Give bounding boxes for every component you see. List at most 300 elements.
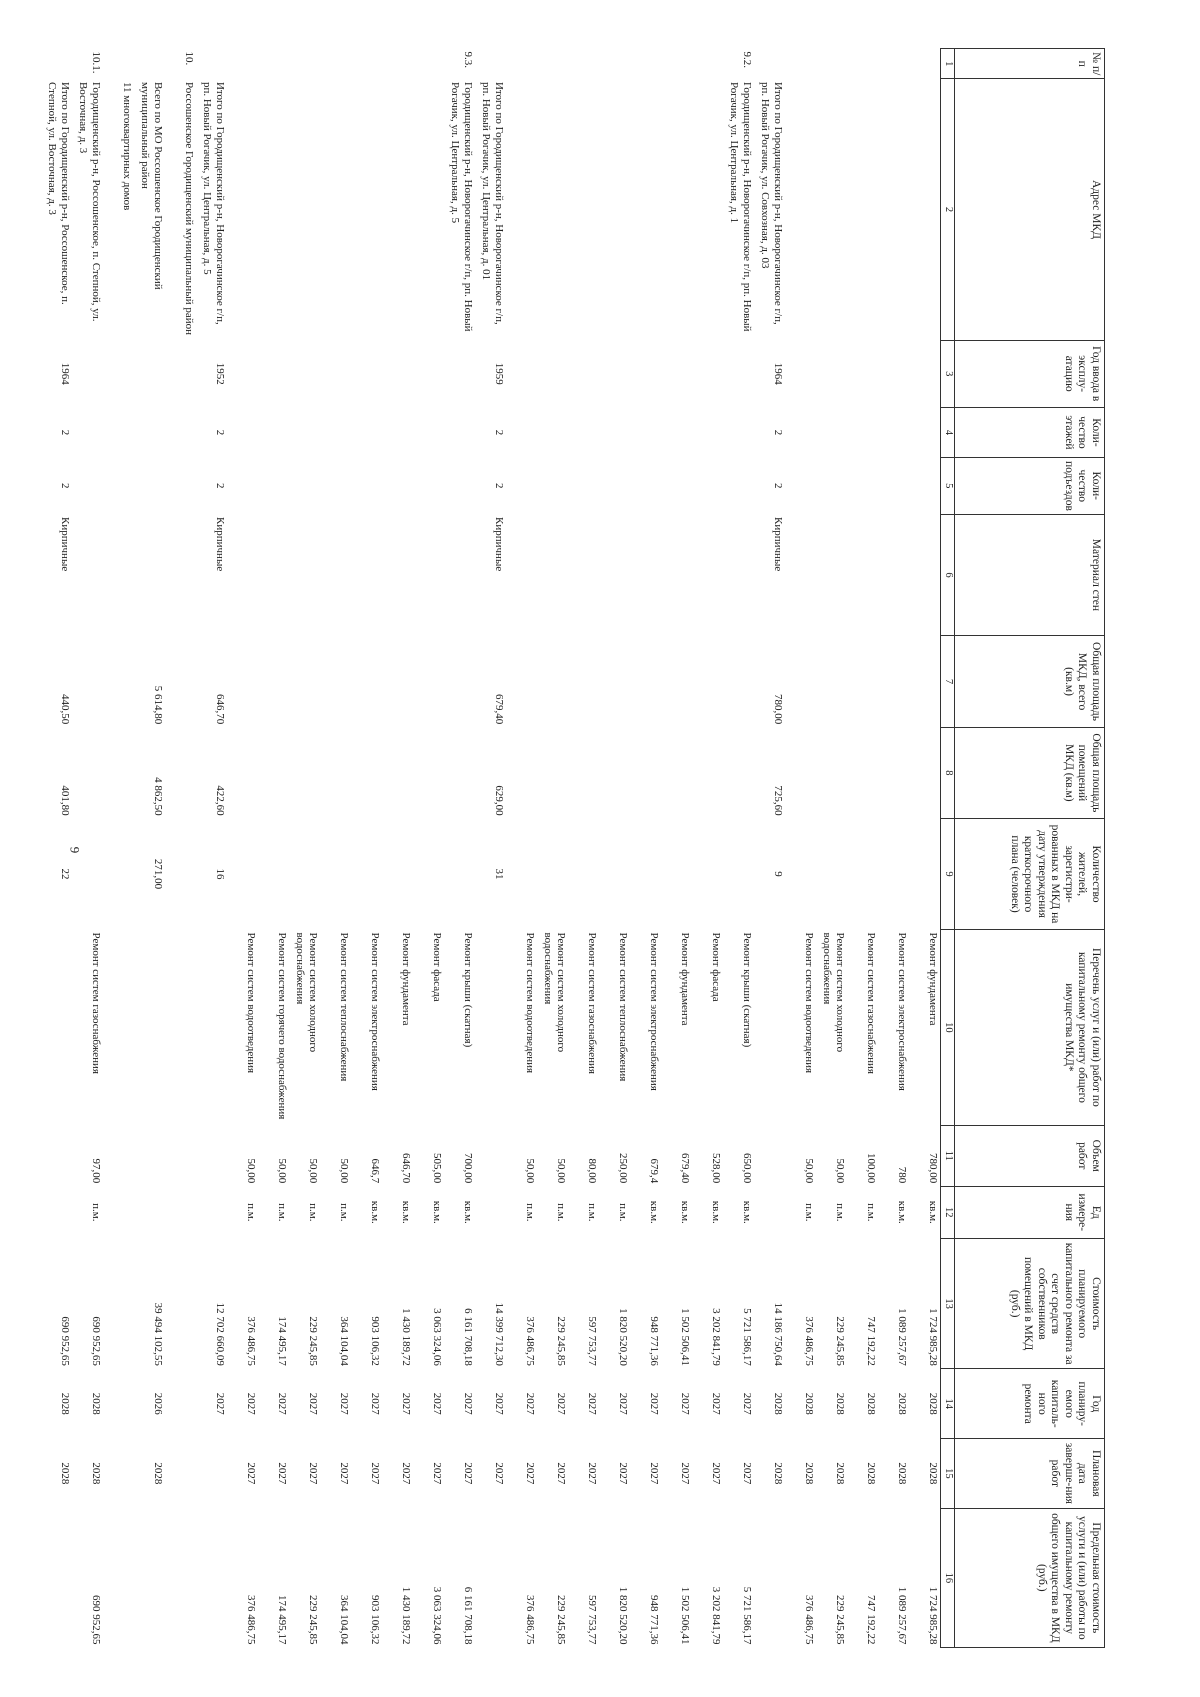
cell-repair-cost: 376 486,75 <box>524 1316 536 1366</box>
table-row <box>568 49 599 1648</box>
cell-unit: кв.м. <box>369 1200 381 1224</box>
cell-completion-date: 2027 <box>586 1462 598 1485</box>
cell-unit: кв.м. <box>648 1200 660 1224</box>
cell-residents <box>506 819 537 930</box>
cell-repair-cost: 690 952,65 <box>90 1316 102 1366</box>
cell-completion-date: 2027 <box>462 1462 474 1485</box>
cell-work-volume: 679,4 <box>648 1158 660 1184</box>
cell-work-type: Ремонт систем горячего водоснабжения <box>276 932 288 1120</box>
header-cell: Коли-чество подъездов <box>955 457 1105 514</box>
cell-year-built <box>630 340 661 407</box>
cell-year-built <box>103 340 134 407</box>
cell-completion-date: 2027 <box>400 1462 412 1485</box>
cell-floors <box>537 407 568 457</box>
cell-address <box>630 79 661 340</box>
cell-completion-date: 2028 <box>834 1462 846 1485</box>
cell-row-number <box>382 49 413 79</box>
cell-work-volume <box>165 1125 196 1186</box>
cell-total-area <box>444 636 475 727</box>
cell-address: Итого по Городищенский р-н, Новорогачинское г/п, рп. Новый Рогачик, ул. Центральная, д. 5 <box>201 81 226 325</box>
cell-work-type: Ремонт крыши (скатная) <box>741 932 753 1048</box>
table-row <box>878 49 909 1648</box>
cell-repair-year: 2028 <box>865 1392 877 1415</box>
cell-work-volume <box>475 1125 506 1186</box>
column-number: 1 <box>941 49 955 79</box>
cell-repair-cost: 3 202 841,79 <box>710 1308 722 1366</box>
cell-unit <box>165 1186 196 1238</box>
cell-repair-year: 2028 <box>803 1392 815 1415</box>
cell-max-cost <box>196 1508 227 1647</box>
cell-unit: п.м. <box>245 1203 257 1222</box>
cell-entrances: 2 <box>214 483 226 489</box>
cell-completion-date <box>103 1439 134 1509</box>
cell-max-cost <box>475 1508 506 1647</box>
cell-work-type: Ремонт систем газоснабжения <box>90 932 102 1074</box>
cell-premises-area <box>413 727 444 818</box>
cell-wall-material <box>320 514 351 636</box>
cell-unit: п.м. <box>90 1203 102 1222</box>
cell-wall-material: Кирпичные <box>493 517 505 572</box>
cell-premises-area <box>692 727 723 818</box>
cell-premises-area <box>599 727 630 818</box>
cell-row-number <box>413 49 444 79</box>
cell-row-number <box>134 49 165 79</box>
cell-repair-year: 2027 <box>276 1392 288 1415</box>
cell-floors <box>630 407 661 457</box>
cell-total-area <box>878 636 909 727</box>
cell-completion-date: 2027 <box>431 1462 443 1485</box>
cell-total-area <box>568 636 599 727</box>
cell-work-volume: 50,00 <box>555 1158 567 1184</box>
cell-row-number <box>847 49 878 79</box>
cell-wall-material <box>692 514 723 636</box>
cell-floors <box>847 407 878 457</box>
cell-work-type: Ремонт систем электроснабжения <box>896 932 908 1091</box>
cell-max-cost: 3 202 841,79 <box>710 1586 722 1645</box>
cell-total-area <box>72 636 103 727</box>
cell-repair-year: 2027 <box>586 1392 598 1415</box>
cell-max-cost: 1 820 520,20 <box>617 1586 629 1645</box>
cell-work-volume: 50,00 <box>803 1158 815 1184</box>
cell-row-number <box>320 49 351 79</box>
cell-total-area <box>816 636 847 727</box>
cell-work-volume: 780,00 <box>927 1152 939 1184</box>
column-number: 11 <box>941 1125 955 1186</box>
cell-unit: кв.м. <box>431 1200 443 1224</box>
cell-premises-area <box>289 727 320 818</box>
cell-wall-material <box>661 514 692 636</box>
cell-address <box>816 79 847 340</box>
cell-residents <box>103 819 134 930</box>
cell-completion-date: 2028 <box>896 1462 908 1485</box>
cell-completion-date: 2028 <box>90 1462 102 1485</box>
cell-year-built <box>413 340 444 407</box>
cell-repair-year: 2027 <box>524 1392 536 1415</box>
cell-year-built <box>661 340 692 407</box>
cell-total-area <box>382 636 413 727</box>
cell-completion-date: 2027 <box>648 1462 660 1485</box>
table-row <box>258 49 289 1648</box>
cell-residents <box>909 819 941 930</box>
cell-repair-cost: 229 245,85 <box>555 1316 567 1366</box>
cell-row-number <box>506 49 537 79</box>
cell-completion-date: 2027 <box>524 1462 536 1485</box>
cell-row-number <box>537 49 568 79</box>
cell-residents <box>785 819 816 930</box>
cell-entrances <box>878 457 909 514</box>
cell-address <box>506 79 537 340</box>
cell-residents <box>537 819 568 930</box>
cell-premises-area <box>661 727 692 818</box>
cell-work-type: Ремонт фасада <box>710 932 722 1002</box>
cell-residents <box>227 819 258 930</box>
cell-floors <box>568 407 599 457</box>
cell-unit: п.м. <box>338 1203 350 1222</box>
cell-wall-material <box>351 514 382 636</box>
cell-row-number <box>196 49 227 79</box>
header-cell: Коли-чество этажей <box>955 407 1105 457</box>
cell-completion-date: 2027 <box>276 1462 288 1485</box>
column-number: 12 <box>941 1186 955 1238</box>
cell-max-cost: 174 495,17 <box>276 1595 288 1645</box>
cell-work-type <box>134 930 165 1126</box>
cell-row-number <box>661 49 692 79</box>
cell-premises-area <box>258 727 289 818</box>
cell-wall-material <box>444 514 475 636</box>
cell-year-built <box>165 340 196 407</box>
cell-repair-year: 2027 <box>679 1392 691 1415</box>
cell-unit: кв.м. <box>679 1200 691 1224</box>
cell-row-number <box>785 49 816 79</box>
cell-total-area <box>289 636 320 727</box>
cell-max-cost: 5 721 586,17 <box>741 1586 753 1645</box>
cell-year-built <box>320 340 351 407</box>
cell-repair-cost: 174 495,17 <box>276 1316 288 1366</box>
cell-unit: кв.м. <box>896 1200 908 1224</box>
cell-total-area <box>661 636 692 727</box>
cell-premises-area <box>909 727 941 818</box>
cell-floors <box>413 407 444 457</box>
cell-entrances <box>568 457 599 514</box>
cell-year-built <box>351 340 382 407</box>
cell-total-area <box>630 636 661 727</box>
cell-work-type: Ремонт крыши (скатная) <box>462 932 474 1048</box>
cell-total-area <box>227 636 258 727</box>
cell-repair-cost: 1 724 985,28 <box>927 1308 939 1366</box>
cell-floors <box>909 407 941 457</box>
cell-entrances <box>351 457 382 514</box>
cell-max-cost: 364 104,04 <box>338 1595 350 1645</box>
cell-total-area <box>103 636 134 727</box>
cell-address <box>785 79 816 340</box>
table-row <box>72 49 103 1648</box>
cell-row-number: 10. <box>183 51 195 66</box>
header-cell: Год планиру-емого капиталь-ного ремонта <box>955 1369 1105 1439</box>
cell-wall-material <box>816 514 847 636</box>
cell-address: 11 многоквартирных домов <box>121 81 133 211</box>
cell-row-number <box>227 49 258 79</box>
cell-premises-area <box>351 727 382 818</box>
cell-max-cost <box>754 1508 785 1647</box>
cell-entrances <box>723 457 754 514</box>
cell-row-number <box>599 49 630 79</box>
cell-address: Городищенский р-н, Россошенское, п. Степной, ул. Восточная, д. 3 <box>77 81 102 322</box>
cell-row-number <box>351 49 382 79</box>
cell-repair-cost: 12 702 660,09 <box>214 1302 226 1366</box>
cell-wall-material <box>630 514 661 636</box>
cell-floors: 2 <box>772 429 784 436</box>
cell-wall-material <box>413 514 444 636</box>
cell-residents <box>816 819 847 930</box>
cell-entrances <box>413 457 444 514</box>
cell-premises-area <box>382 727 413 818</box>
header-cell: Предельная стоимость услуги и (или) работы по капитальному ремонту общего имущества в МКД (руб.) <box>955 1508 1105 1647</box>
table-row <box>196 49 227 1648</box>
cell-premises-area: 629,00 <box>493 785 505 816</box>
cell-wall-material <box>72 514 103 636</box>
cell-max-cost <box>134 1508 165 1647</box>
cell-work-type: Ремонт систем холодного водоснабжения <box>821 932 846 1053</box>
cell-unit <box>103 1186 134 1238</box>
cell-wall-material <box>599 514 630 636</box>
cell-total-area: 780,00 <box>772 693 784 725</box>
cell-repair-year: 2027 <box>400 1392 412 1415</box>
table-row <box>661 49 692 1648</box>
cell-floors <box>816 407 847 457</box>
cell-total-area: 679,40 <box>493 693 505 725</box>
cell-residents <box>165 819 196 930</box>
cell-residents <box>661 819 692 930</box>
cell-premises-area <box>878 727 909 818</box>
cell-floors <box>661 407 692 457</box>
cell-year-built <box>816 340 847 407</box>
cell-max-cost: 3 063 324,06 <box>431 1586 443 1645</box>
cell-floors: 2 <box>59 429 71 436</box>
cell-residents <box>72 819 103 930</box>
cell-work-volume <box>754 1125 785 1186</box>
cell-max-cost: 1 724 985,28 <box>927 1586 939 1645</box>
cell-unit: п.м. <box>865 1203 877 1222</box>
cell-wall-material <box>227 514 258 636</box>
cell-repair-year: 2028 <box>896 1392 908 1415</box>
cell-repair-cost: 5 721 586,17 <box>741 1308 753 1366</box>
cell-unit: п.м. <box>524 1203 536 1222</box>
cell-total-area <box>599 636 630 727</box>
cell-entrances <box>134 457 165 514</box>
cell-address: Итого по Городищенский р-н, Новорогачинское г/п, рп. Новый Рогачик, ул. Совхозная, д. 03 <box>759 81 784 325</box>
cell-completion-date: 2027 <box>555 1462 567 1485</box>
cell-year-built <box>692 340 723 407</box>
cell-work-volume: 679,40 <box>679 1152 691 1184</box>
cell-address: Итого по Городищенский р-н, Новорогачинское г/п, рп. Новый Рогачик, ул. Центральная, д. 01 <box>480 81 505 325</box>
cell-total-area <box>785 636 816 727</box>
cell-work-type: Ремонт систем газоснабжения <box>586 932 598 1074</box>
header-cell: Материал стен <box>955 514 1105 636</box>
cell-address <box>258 79 289 340</box>
cell-work-type: Ремонт систем электроснабжения <box>369 932 381 1091</box>
cell-year-built <box>568 340 599 407</box>
cell-total-area <box>692 636 723 727</box>
cell-repair-cost: 14 186 750,64 <box>772 1302 784 1366</box>
cell-work-type: Ремонт систем холодного водоснабжения <box>542 932 567 1053</box>
cell-premises-area: 401,80 <box>59 785 71 816</box>
cell-floors <box>692 407 723 457</box>
cell-repair-year <box>103 1369 134 1439</box>
cell-total-area <box>351 636 382 727</box>
cell-premises-area <box>72 727 103 818</box>
cell-entrances <box>816 457 847 514</box>
cell-premises-area <box>537 727 568 818</box>
column-number: 9 <box>941 819 955 930</box>
cell-max-cost: 1 089 257,67 <box>896 1586 908 1645</box>
cell-row-number <box>103 49 134 79</box>
cell-work-type <box>41 930 72 1126</box>
cell-address <box>320 79 351 340</box>
cell-address <box>909 79 941 340</box>
cell-unit: п.м. <box>276 1203 288 1222</box>
cell-repair-cost: 1 820 520,20 <box>617 1308 629 1366</box>
cell-work-type: Ремонт систем электроснабжения <box>648 932 660 1091</box>
cell-work-volume: 528,00 <box>710 1152 722 1184</box>
table-row <box>630 49 661 1648</box>
cell-total-area <box>413 636 444 727</box>
header-cell: № п/п <box>955 49 1105 79</box>
cell-work-type: Ремонт систем газоснабжения <box>865 932 877 1074</box>
cell-unit <box>196 1186 227 1238</box>
cell-work-type: Ремонт фасада <box>431 932 443 1002</box>
cell-year-built <box>134 340 165 407</box>
cell-completion-date: 2027 <box>617 1462 629 1485</box>
cell-entrances <box>785 457 816 514</box>
cell-address <box>413 79 444 340</box>
cell-address <box>661 79 692 340</box>
cell-residents <box>289 819 320 930</box>
cell-repair-cost: 903 106,32 <box>369 1316 381 1366</box>
cell-repair-cost: 6 161 708,18 <box>462 1308 474 1366</box>
cell-work-volume: 50,00 <box>245 1158 257 1184</box>
cell-repair-year: 2028 <box>59 1392 71 1415</box>
table-row <box>351 49 382 1648</box>
cell-total-area <box>165 636 196 727</box>
column-number: 7 <box>941 636 955 727</box>
cell-completion-date: 2027 <box>493 1462 505 1485</box>
cell-address: Всего по МО Россошенское Городищенский муниципальный район <box>139 81 164 290</box>
table-row <box>692 49 723 1648</box>
cell-max-cost <box>41 1508 72 1647</box>
cell-residents: 271,00 <box>152 858 164 890</box>
table-row <box>754 49 785 1648</box>
cell-unit: кв.м. <box>710 1200 722 1224</box>
cell-repair-year: 2028 <box>90 1392 102 1415</box>
cell-floors <box>289 407 320 457</box>
cell-year-built: 1959 <box>493 362 505 385</box>
cell-residents: 9 <box>772 871 784 877</box>
cell-total-area <box>320 636 351 727</box>
cell-unit: п.м. <box>617 1203 629 1222</box>
cell-wall-material <box>103 514 134 636</box>
cell-premises-area <box>847 727 878 818</box>
cell-row-number <box>909 49 941 79</box>
table-row <box>382 49 413 1648</box>
cell-floors: 2 <box>214 429 226 436</box>
table-row <box>816 49 847 1648</box>
cell-residents <box>630 819 661 930</box>
cell-repair-cost: 376 486,75 <box>803 1316 815 1366</box>
cell-year-built <box>909 340 941 407</box>
cell-work-type: Ремонт систем холодного водоснабжения <box>294 932 319 1053</box>
table-row <box>723 49 754 1648</box>
cell-max-cost: 1 430 189,72 <box>400 1586 412 1645</box>
cell-wall-material <box>909 514 941 636</box>
header-cell: Ед измере-ния <box>955 1186 1105 1238</box>
cell-wall-material <box>258 514 289 636</box>
table-header <box>955 49 1105 1648</box>
table-row <box>134 49 165 1648</box>
cell-work-type: Ремонт фундамента <box>927 932 939 1026</box>
column-number: 16 <box>941 1508 955 1647</box>
header-cell: Общая площадь помещений МКД (кв.м) <box>955 727 1105 818</box>
cell-residents <box>258 819 289 930</box>
cell-repair-year: 2027 <box>462 1392 474 1415</box>
cell-total-area <box>847 636 878 727</box>
cell-floors <box>506 407 537 457</box>
cell-wall-material: Кирпичные <box>772 517 784 572</box>
table-row <box>785 49 816 1648</box>
header-cell: Перечень услуг и (или) работ по капитальному ремонту общего имущества МКД* <box>955 930 1105 1126</box>
cell-work-type: Ремонт фундамента <box>400 932 412 1026</box>
cell-work-volume: 50,00 <box>524 1158 536 1184</box>
cell-premises-area <box>103 727 134 818</box>
cell-wall-material <box>847 514 878 636</box>
column-number-row <box>941 49 955 1648</box>
cell-total-area <box>537 636 568 727</box>
capital-repair-table <box>41 48 1105 1648</box>
cell-repair-year: 2026 <box>152 1392 164 1415</box>
cell-residents <box>568 819 599 930</box>
cell-total-area <box>909 636 941 727</box>
cell-completion-date <box>196 1439 227 1509</box>
cell-entrances <box>227 457 258 514</box>
cell-completion-date: 2027 <box>369 1462 381 1485</box>
cell-completion-date: 2027 <box>679 1462 691 1485</box>
cell-wall-material <box>723 514 754 636</box>
cell-year-built <box>289 340 320 407</box>
cell-row-number <box>878 49 909 79</box>
cell-work-type: Ремонт систем теплоснабжения <box>617 932 629 1082</box>
cell-repair-year: 2027 <box>648 1392 660 1415</box>
cell-repair-cost: 3 063 324,06 <box>431 1308 443 1366</box>
cell-repair-cost: 690 952,65 <box>59 1316 71 1366</box>
cell-row-number <box>630 49 661 79</box>
cell-wall-material <box>165 514 196 636</box>
cell-row-number: 9.3. <box>462 51 474 68</box>
cell-repair-cost: 948 771,36 <box>648 1316 660 1366</box>
cell-residents <box>723 819 754 930</box>
cell-premises-area: 4 862,50 <box>152 777 164 816</box>
cell-address <box>289 79 320 340</box>
cell-residents <box>413 819 444 930</box>
cell-work-type: Ремонт фундамента <box>679 932 691 1026</box>
cell-repair-year: 2027 <box>431 1392 443 1415</box>
column-number: 14 <box>941 1369 955 1439</box>
cell-work-type <box>103 930 134 1126</box>
cell-total-area: 646,70 <box>214 693 226 725</box>
cell-row-number <box>475 49 506 79</box>
cell-repair-cost: 747 192,22 <box>865 1316 877 1366</box>
cell-address <box>382 79 413 340</box>
cell-entrances <box>103 457 134 514</box>
cell-entrances: 2 <box>772 483 784 489</box>
